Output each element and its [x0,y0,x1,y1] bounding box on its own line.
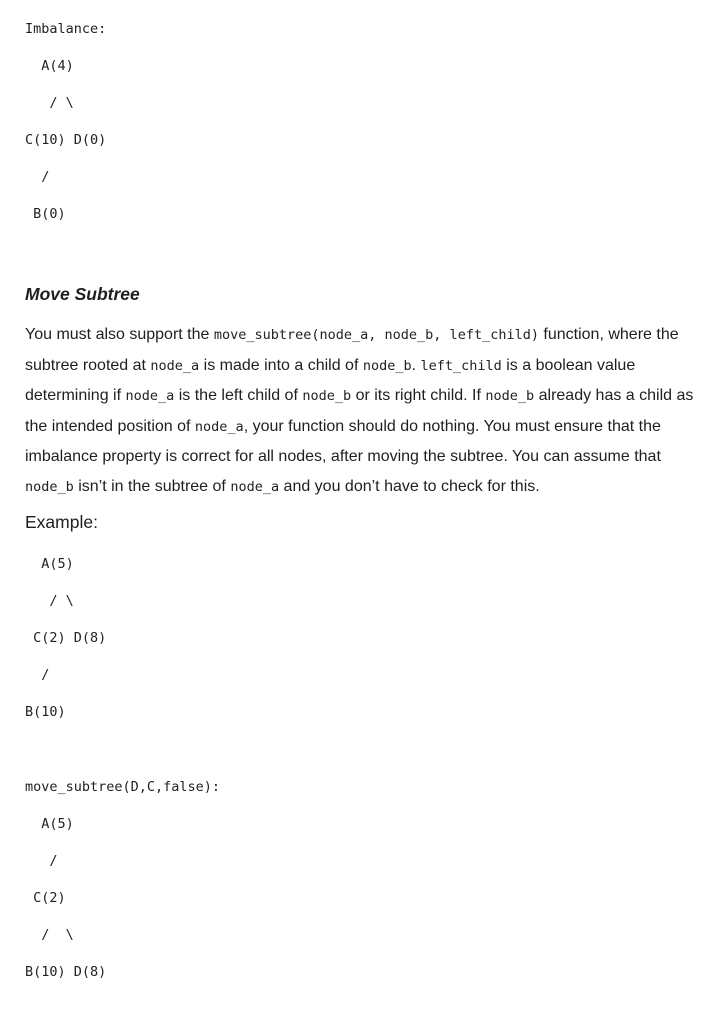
imbalance-tree-line-5: B(0) [25,206,66,222]
imbalance-tree-line-3: C(10) D(0) [25,132,107,148]
paragraph-text: . [411,356,421,374]
example-tree-line-2: / \ [25,593,74,609]
result-tree-line-2: / [25,853,58,869]
inline-code: node_b [25,478,74,495]
paragraph-text: You must also support the [25,326,214,343]
imbalance-tree-line-1: A(4) [25,58,74,74]
paragraph-text: is a boolean value determining if [25,356,636,405]
imbalance-tree-line-2: / \ [25,95,74,111]
inline-code: node_b [302,388,352,405]
result-tree-line-5: B(10) D(8) [25,964,107,980]
move-call-label: move_subtree(D,C,false): [25,779,221,795]
result-tree-line-1: A(5) [25,816,74,832]
inline-code: node_a [125,388,175,405]
imbalance-tree-line-4: / [25,169,50,185]
paragraph-text: , your function should do nothing. You must ensure that the imbalance property is correct for all nodes, after moving the subtree. You can assume that [25,417,661,466]
paragraph-text: already has a child as the intended position of [25,387,694,435]
inline-code: node_b [485,388,535,405]
paragraph-text: or its right child. If [351,387,486,405]
inline-code: left_child [420,357,502,374]
imbalance-label: Imbalance: [25,21,107,37]
paragraph-text: isn’t in the subtree of [73,477,231,495]
example-tree-line-5: B(10) [25,704,66,720]
example-label: Example: [25,512,98,532]
inline-code: node_a [150,357,200,374]
result-tree-line-4: / \ [25,927,74,943]
paragraph-text: is the left child of [174,387,303,405]
example-tree-line-3: C(2) D(8) [25,630,107,646]
paragraph-text: is made into a child of [199,356,363,374]
paragraph-text: function, where the subtree rooted at [25,326,679,374]
section-heading: Move Subtree [25,284,140,304]
inline-code: node_a [194,418,244,435]
inline-code: node_a [230,478,280,495]
inline-code: node_b [362,357,412,374]
description-paragraph [25,320,705,503]
example-tree-line-1: A(5) [25,556,74,572]
example-tree-line-4: / [25,667,50,683]
paragraph-text: and you don’t have to check for this. [279,477,540,495]
result-tree-line-3: C(2) [25,890,66,906]
inline-code: move_subtree(node_a, node_b, left_child) [213,327,539,343]
